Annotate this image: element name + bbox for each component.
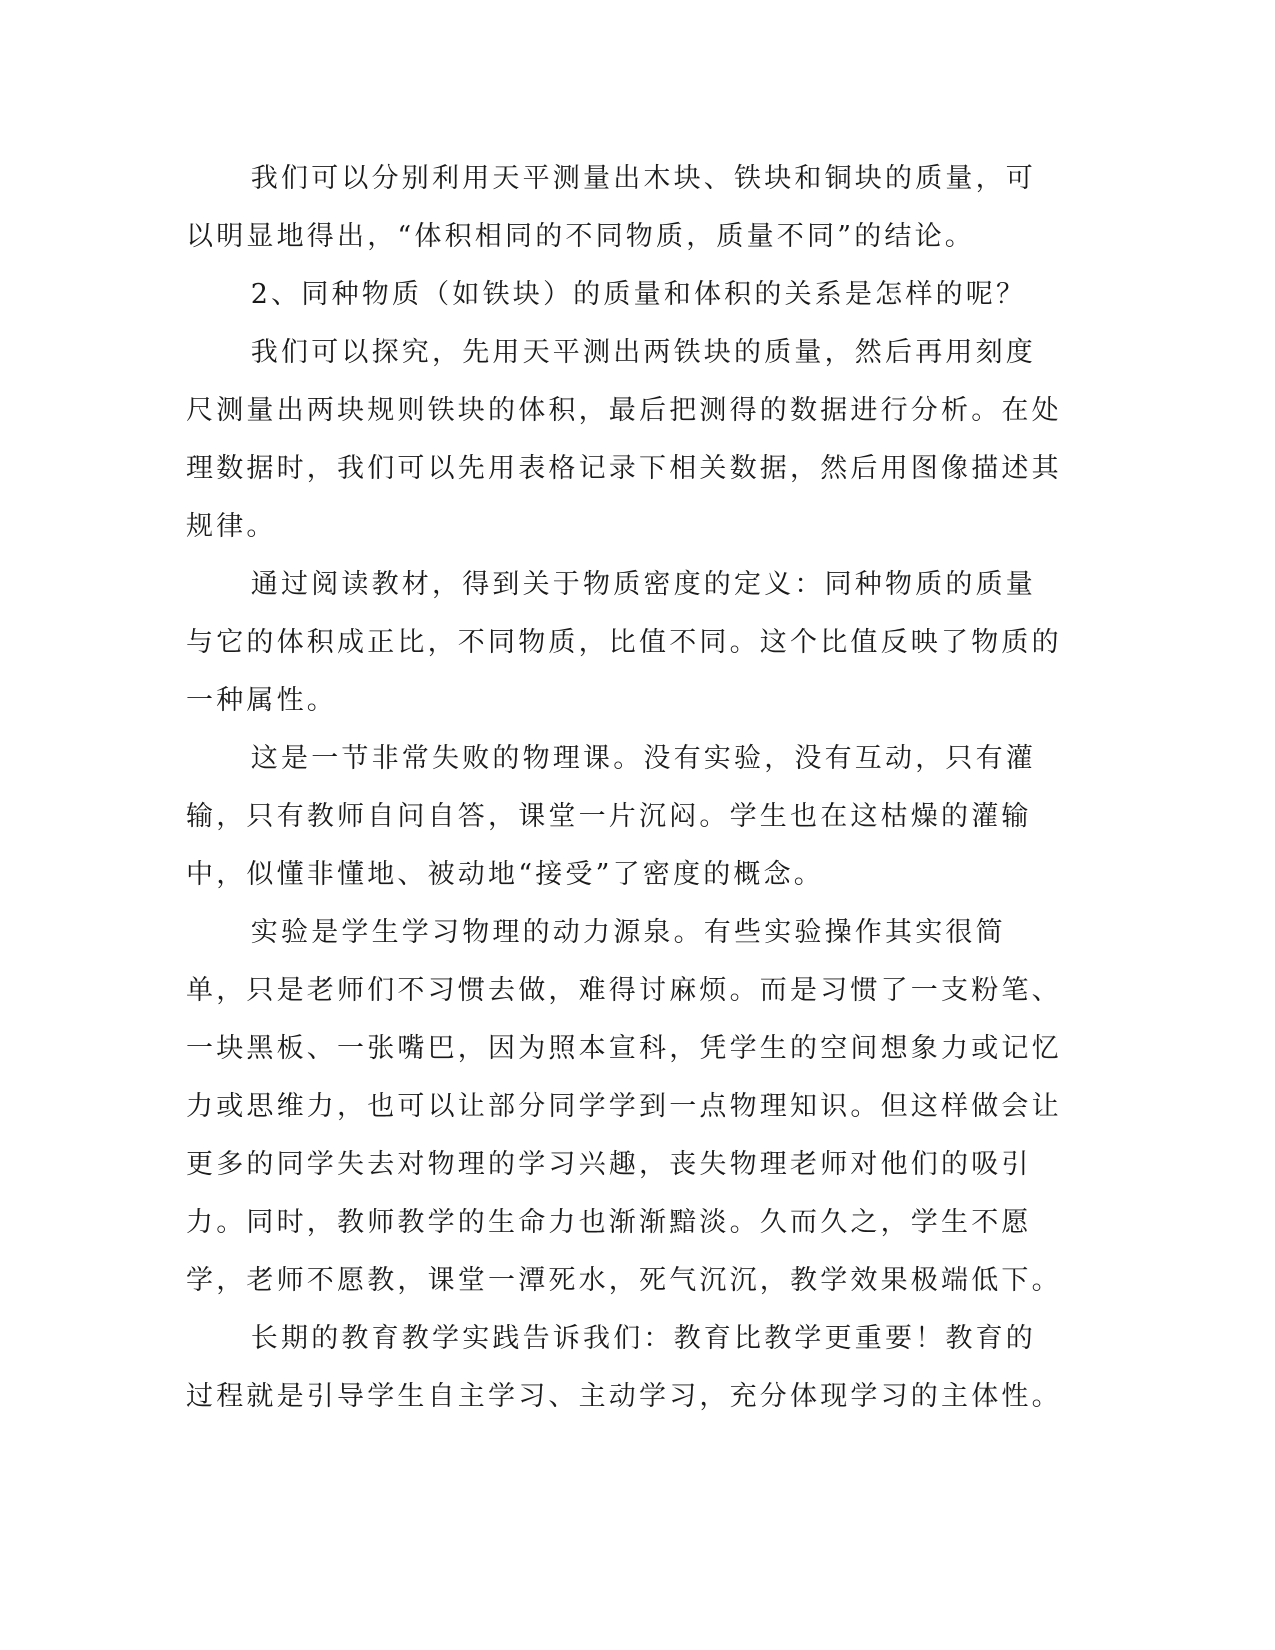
paragraph-experiment-method: 我们可以探究，先用天平测出两铁块的质量，然后再用刻度尺测量出两块规则铁块的体积，最后把测得的数据进行分析。在处理数据时，我们可以先用表格记录下相关数据，然后用图像描述其规律。 [186,337,1062,542]
document-body [186,150,1066,1426]
paragraph-mass-comparison: 我们可以分别利用天平测量出木块、铁块和铜块的质量，可以明显地得出，“体积相同的不同物质，质量不同”的结论。 [186,163,1036,252]
paragraph-experiment-importance: 实验是学生学习物理的动力源泉。有些实验操作其实很简单，只是老师们不习惯去做，难得讨麻烦。而是习惯了一支粉笔、一块黑板、一张嘴巴，因为照本宣科，凭学生的空间想象力或记忆力或思维力，也可以让部分同学学到一点物理知识。但这样做会让更多的同学失去对物理的学习兴趣，丧失物理老师对他们的吸引力。同时，教师教学的生命力也渐渐黯淡。久而久之，学生不愿学，老师不愿教，课堂一潭死水，死气沉沉，教学效果极端低下。 [186,917,1062,1296]
paragraph-density-definition: 通过阅读教材，得到关于物质密度的定义：同种物质的质量与它的体积成正比，不同物质，比值不同。这个比值反映了物质的一种属性。 [186,569,1062,716]
paragraph-question-2: 2、同种物质（如铁块）的质量和体积的关系是怎样的呢？ [250,279,1027,310]
paragraph-education-practice: 长期的教育教学实践告诉我们：教育比教学更重要！教育的过程就是引导学生自主学习、主动学习，充分体现学习的主体性。 [186,1323,1062,1412]
paragraph-failed-lesson: 这是一节非常失败的物理课。没有实验，没有互动，只有灌输，只有教师自问自答，课堂一片沉闷。学生也在这枯燥的灌输中，似懂非懂地、被动地“接受”了密度的概念。 [186,743,1036,890]
